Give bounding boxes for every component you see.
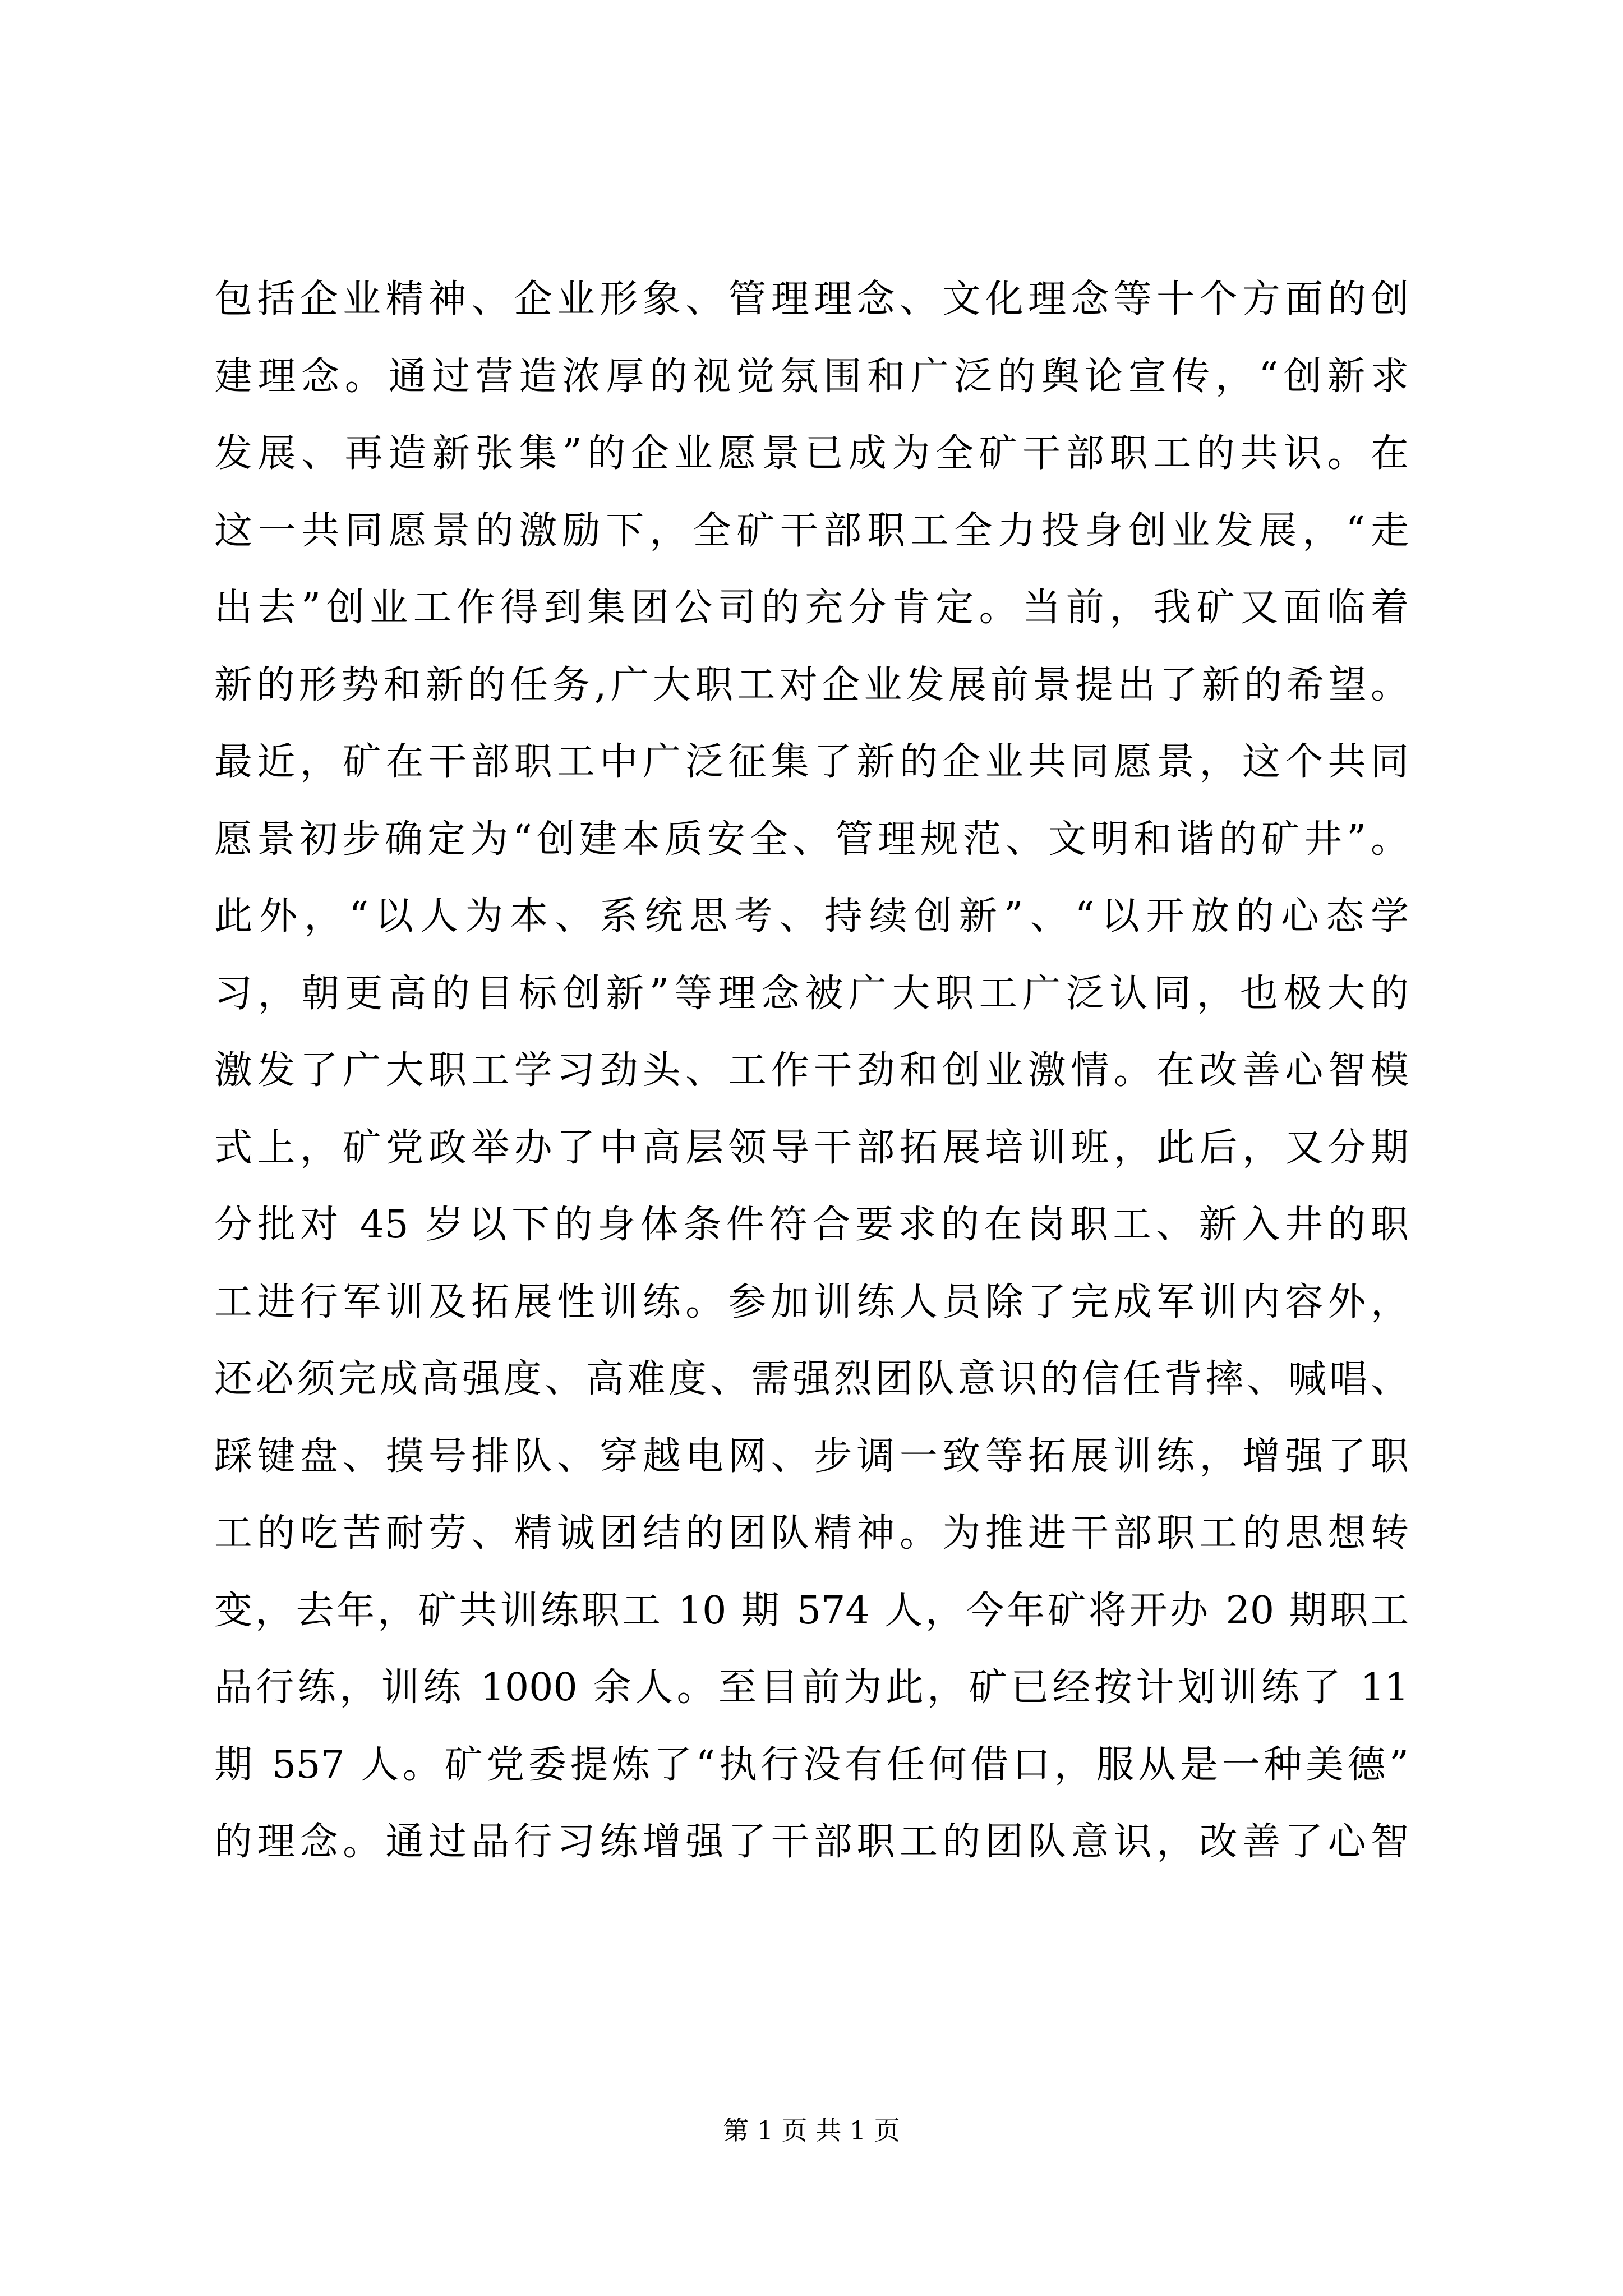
text-line: 工进行军训及拓展性训练。参加训练人员除了完成军训内容外，: [214, 1280, 1409, 1324]
text-line: 新的形势和新的任务,广大职工对企业发展前景提出了新的希望。: [214, 662, 1409, 707]
text-line: 工的吃苦耐劳、精诚团结的团队精神。为推进干部职工的思想转: [214, 1511, 1409, 1556]
body-paragraph: [214, 261, 1409, 1881]
text-line: 激发了广大职工学习劲头、工作干劲和创业激情。在改善心智模: [214, 1048, 1409, 1093]
text-line: 期 557 人。矿党委提炼了“执行没有任何借口，服从是一种美德”: [214, 1742, 1409, 1787]
text-line: 这一共同愿景的激励下，全矿干部职工全力投身创业发展，“走: [214, 508, 1409, 553]
text-line: 变，去年，矿共训练职工 10 期 574 人，今年矿将开办 20 期职工: [214, 1588, 1409, 1633]
text-line: 最近，矿在干部职工中广泛征集了新的企业共同愿景，这个共同: [214, 740, 1409, 784]
text-line: 此外，“以人为本、系统思考、持续创新”、“以开放的心态学: [214, 894, 1409, 938]
page-footer: [0, 2114, 1623, 2147]
text-line: 的理念。通过品行习练增强了干部职工的团队意识，改善了心智: [214, 1820, 1409, 1864]
text-line: 包括企业精神、企业形象、管理理念、文化理念等十个方面的创: [214, 277, 1409, 321]
text-line: 建理念。通过营造浓厚的视觉氛围和广泛的舆论宣传，“创新求: [214, 354, 1409, 399]
text-line: 发展、再造新张集”的企业愿景已成为全矿干部职工的共识。在: [214, 431, 1409, 476]
text-line: 分批对 45 岁以下的身体条件符合要求的在岗职工、新入井的职: [214, 1203, 1409, 1247]
text-line: 品行练，训练 1000 余人。至目前为此，矿已经按计划训练了 11: [214, 1665, 1409, 1710]
text-line: 习，朝更高的目标创新”等理念被广大职工广泛认同，也极大的: [214, 971, 1409, 1016]
text-line: 踩键盘、摸号排队、穿越电网、步调一致等拓展训练，增强了职: [214, 1434, 1409, 1479]
text-line: 还必须完成高强度、高难度、需强烈团队意识的信任背摔、喊唱、: [214, 1357, 1409, 1401]
text-line: 出去”创业工作得到集团公司的充分肯定。当前，我矿又面临着: [214, 586, 1409, 630]
text-line: 愿景初步确定为“创建本质安全、管理规范、文明和谐的矿井”。: [214, 817, 1409, 862]
page-indicator: 第 1 页 共 1 页: [723, 2115, 900, 2146]
text-line: 式上，矿党政举办了中高层领导干部拓展培训班，此后，又分期: [214, 1125, 1409, 1170]
